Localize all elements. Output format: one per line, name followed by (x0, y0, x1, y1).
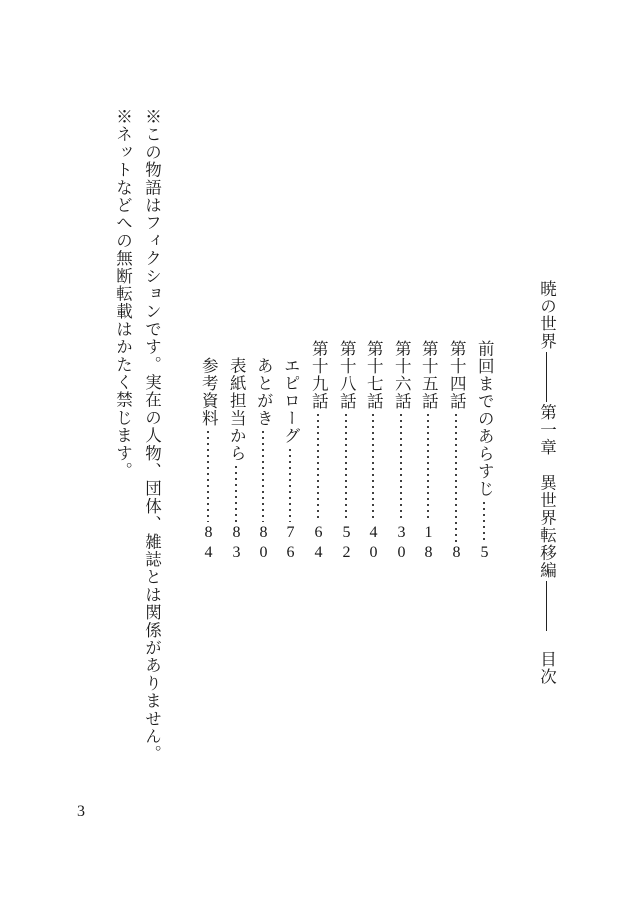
series-title: 暁の世界 (537, 280, 557, 350)
toc-entry-label: 第十四話 (447, 340, 467, 410)
toc-entry-label: 第十七話 (364, 340, 384, 410)
toc-entry-label: エピローグ (281, 357, 301, 445)
toc-entry-page: 64 (310, 524, 327, 564)
toc-entry-label: 第十八話 (337, 340, 357, 410)
toc-entry-label: 参考資料 (199, 357, 219, 427)
toc-entry-label: あとがき (254, 357, 274, 427)
toc-entry[interactable] (446, 340, 466, 564)
toc-entry[interactable] (226, 357, 246, 564)
toc-entry-label: 第十六話 (392, 340, 412, 410)
toc-entry[interactable] (253, 357, 273, 564)
fiction-disclaimer: ※この物語はフィクションです。実在の人物、団体、雑誌とは関係がありません。 (142, 108, 162, 763)
leader-dots (317, 412, 319, 522)
page-number: 3 (77, 803, 85, 820)
leader-dots (372, 412, 374, 522)
toc-entry[interactable] (308, 340, 328, 564)
toc-entry-label: 前回までのあらすじ (475, 340, 495, 498)
leader-dots (455, 412, 457, 542)
toc-entry-page: 52 (338, 524, 355, 564)
leader-dots (262, 429, 264, 522)
toc-entry[interactable] (418, 340, 438, 564)
toc-entry-label: 表紙担当から (227, 357, 247, 462)
toc-entry-page: 83 (228, 524, 245, 564)
toc-entry[interactable] (280, 357, 300, 564)
leader-dots (483, 500, 485, 543)
toc-entry[interactable] (198, 357, 218, 564)
toc-entry-page: 80 (255, 524, 272, 564)
chapter-label: 第一章 (537, 403, 557, 456)
reproduction-notice: ※ネットなどへの無断転載はかたく禁じます。 (113, 108, 133, 480)
toc-title (538, 280, 555, 686)
toc-entry-label: 第十五話 (419, 340, 439, 410)
toc-entry-page: 76 (282, 524, 299, 564)
leader-dots (289, 447, 291, 523)
toc-entry[interactable] (474, 340, 494, 564)
leader-dots (235, 464, 237, 522)
toc-entry-page: 40 (365, 524, 382, 564)
toc-entry-page: 18 (420, 524, 437, 564)
toc-entry-page: 5 (476, 544, 493, 564)
toc-entry[interactable] (391, 340, 411, 564)
toc-entry-page: 30 (393, 524, 410, 564)
leader-dots (207, 429, 209, 522)
leader-dots (345, 412, 347, 522)
toc-entry-label: 第十九話 (309, 340, 329, 410)
toc-entry[interactable] (363, 340, 383, 564)
leader-dots (400, 412, 402, 522)
toc-entry-page: 84 (200, 524, 217, 564)
toc-heading: 目次 (537, 650, 557, 686)
dash-rule (546, 352, 547, 402)
toc-entry-page: 8 (448, 544, 465, 564)
leader-dots (427, 412, 429, 522)
toc-entry[interactable] (336, 340, 356, 564)
dash-rule (546, 581, 547, 631)
arc-title: 異世界転移編 (537, 474, 557, 579)
